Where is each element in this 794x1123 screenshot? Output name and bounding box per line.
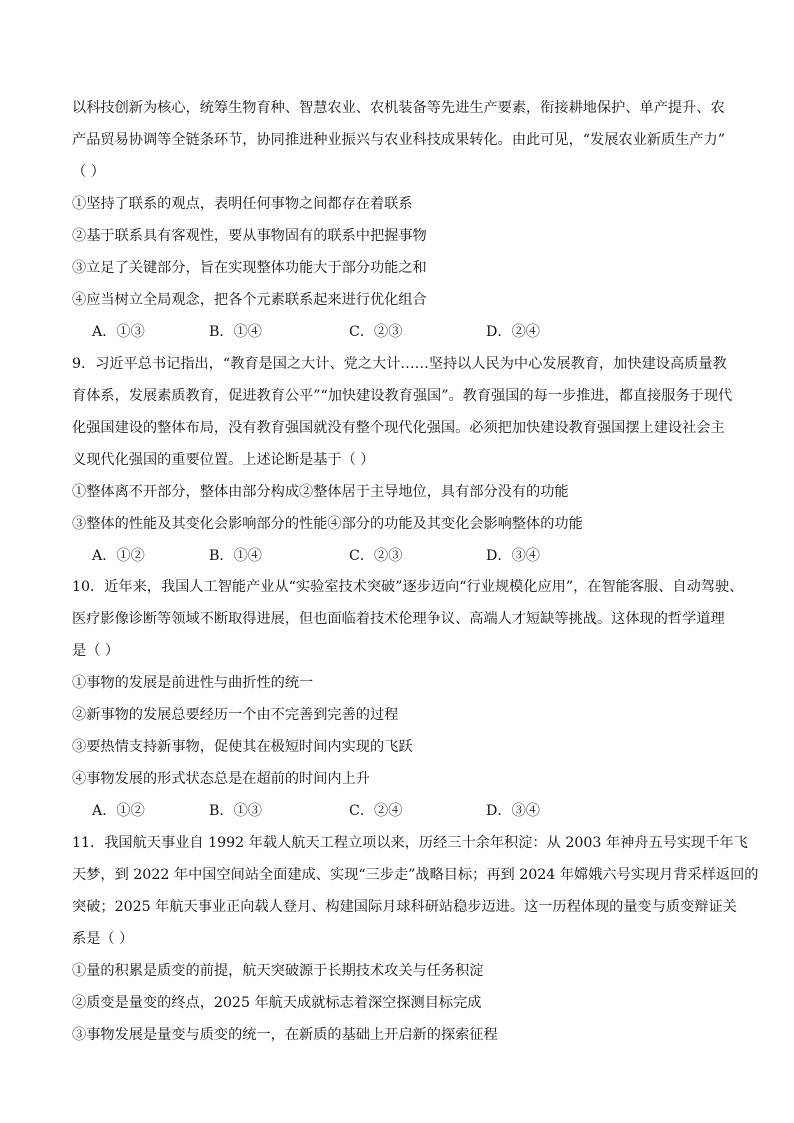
q11-statement-1: ①量的积累是质变的前提，航天突破源于长期技术攻关与任务积淀 <box>72 963 484 979</box>
q9-option-d: D．③④ <box>486 548 540 564</box>
q8-option-b: B．①④ <box>209 324 262 340</box>
q8-option-c: C．②③ <box>349 324 403 340</box>
q8-statement-1: ①坚持了联系的观点，表明任何事物之间都存在着联系 <box>72 196 413 212</box>
q9-stem-line-1: 9．习近平总书记指出，“教育是国之大计、党之大计……坚持以人民为中心发展教育，加快建设高质量教 <box>72 356 727 372</box>
q11-statement-3: ③事物发展是量变与质变的统一，在新质的基础上开启新的探索征程 <box>72 1027 498 1043</box>
q10-option-b: B．①③ <box>209 803 262 819</box>
q9-option-c: C．②③ <box>349 548 403 564</box>
q10-stem-line-3: 是（ ） <box>72 643 120 659</box>
q8-option-a: A．①③ <box>92 324 145 340</box>
q9-stem-line-4: 义现代化强国的重要位置。上述论断是基于（ ） <box>72 452 375 468</box>
q10-option-a: A．①② <box>92 803 145 819</box>
q9-option-b: B．①④ <box>209 548 262 564</box>
q10-statement-1: ①事物的发展是前进性与曲折性的统一 <box>72 675 314 691</box>
q9-option-a: A．①② <box>92 548 145 564</box>
q10-statement-4: ④事物发展的形式状态总是在超前的时间内上升 <box>72 771 370 787</box>
q10-statement-3: ③要热情支持新事物，促使其在极短时间内实现的飞跃 <box>72 739 413 755</box>
q8-option-d: D．②④ <box>486 324 540 340</box>
q10-option-c: C．②④ <box>349 803 403 819</box>
q10-option-d: D．③④ <box>486 803 540 819</box>
q9-statement-2: ③整体的性能及其变化会影响部分的性能④部分的功能及其变化会影响整体的功能 <box>72 516 583 532</box>
q8-statement-4: ④应当树立全局观念，把各个元素联系起来进行优化组合 <box>72 292 427 308</box>
q10-statement-2: ②新事物的发展总要经历一个由不完善到完善的过程 <box>72 707 399 723</box>
q10-stem-line-1: 10．近年来，我国人工智能产业从“实验室技术突破”逐步迈向“行业规模化应用”，在智能客服、自动驾驶、 <box>72 579 744 595</box>
q8-stem-line-1: 以科技创新为核心，统筹生物育种、智慧农业、农机装备等先进生产要素，衔接耕地保护、单产提升、农 <box>72 100 725 116</box>
q8-statement-3: ③立足了关键部分，旨在实现整体功能大于部分功能之和 <box>72 260 427 276</box>
q8-answer-bracket: （ ） <box>72 164 105 180</box>
q11-stem-line-3: 突破；2025 年航天事业正向载人登月、构建国际月球科研站稳步迈进。这一历程体现的量变与质变辩证关 <box>72 899 737 915</box>
q11-stem-line-1: 11．我国航天事业自 1992 年载人航天工程立项以来，历经三十余年积淀：从 2003 年神舟五号实现千年飞 <box>72 835 748 851</box>
q9-statement-1: ①整体离不开部分，整体由部分构成②整体居于主导地位，具有部分没有的功能 <box>72 484 569 500</box>
q11-stem-line-4: 系是（ ） <box>72 931 134 947</box>
q9-stem-line-3: 化强国建设的整体布局，没有教育强国就没有整个现代化强国。必须把加快建设教育强国摆上建设社会主 <box>72 420 725 436</box>
q8-statement-2: ②基于联系具有客观性，要从事物固有的联系中把握事物 <box>72 228 427 244</box>
q11-stem-line-2: 天梦，到 2022 年中国空间站全面建成、实现“三步走”战略目标；再到 2024 年嫦娥六号实现月背采样返回的 <box>72 867 759 883</box>
q8-stem-line-2: 产品贸易协调等全链条环节，协同推进种业振兴与农业科技成果转化。由此可见，“发展农业新质生产力” <box>72 132 725 148</box>
q10-stem-line-2: 医疗影像诊断等领域不断取得进展，但也面临着技术伦理争议、高端人才短缺等挑战。这体现的哲学道理 <box>72 611 725 627</box>
q9-stem-line-2: 育体系，发展素质教育，促进教育公平”“加快建设教育强国”。教育强国的每一步推进，都直接服务于现代 <box>72 388 733 404</box>
q11-statement-2: ②质变是量变的终点，2025 年航天成就标志着深空探测目标完成 <box>72 995 482 1011</box>
